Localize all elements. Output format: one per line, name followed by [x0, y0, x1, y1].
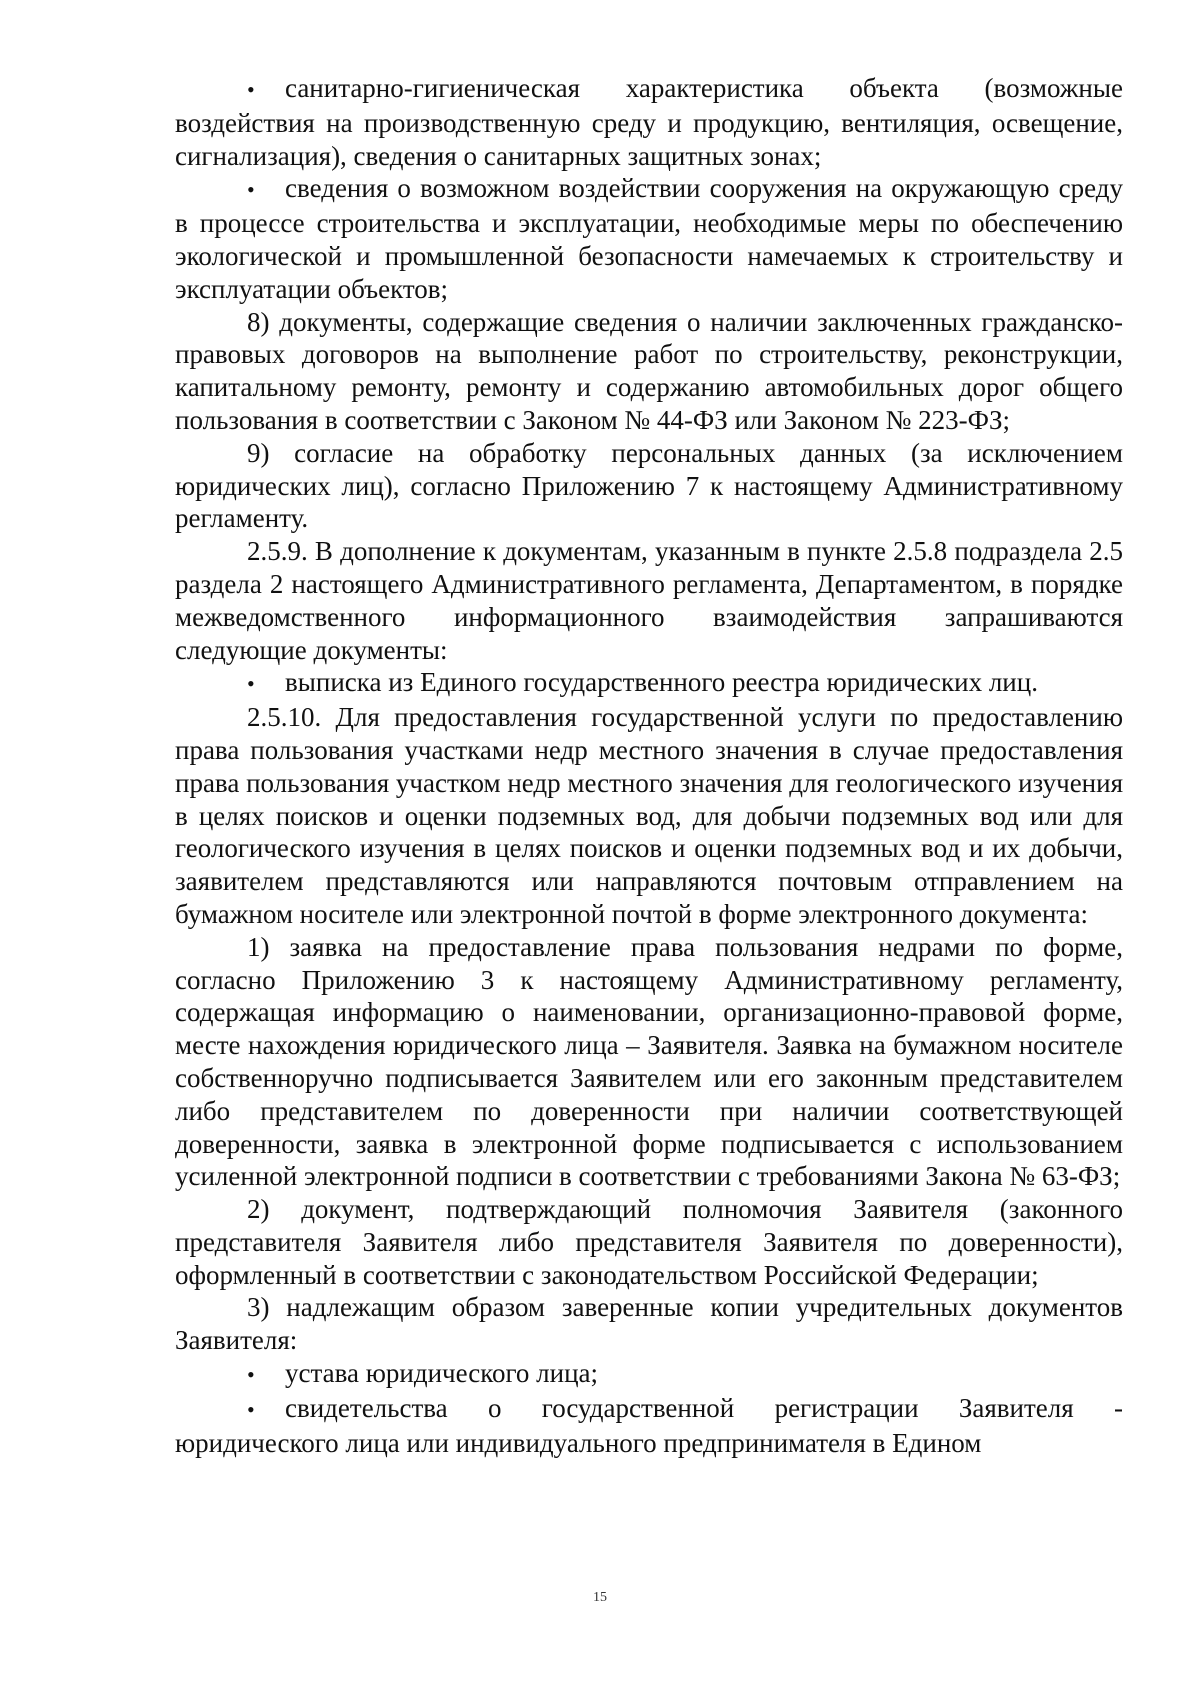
- bullet-item-registration-certificate: [175, 1392, 1123, 1460]
- bullet-icon: •: [247, 177, 255, 203]
- bullet-icon: •: [247, 1362, 255, 1388]
- bullet-text: выписка из Единого государственного реестра юридических лиц.: [285, 667, 1038, 698]
- bullet-text: свидетельства о государственной регистрации Заявителя - юридического лица или индивидуального предпринимателя в Едином: [175, 1392, 1123, 1458]
- bullet-text: сведения о возможном воздействии сооружения на окружающую среду в процессе строительства и эксплуатации, необходимые меры по обеспечению экологической и промышленной безопасности намечаемых к строительству и эксплуатации объектов;: [175, 173, 1123, 304]
- bullet-item-sanitary: [175, 72, 1123, 172]
- paragraph-item-1: 1) заявка на предоставление права пользования недрами по форме, согласно Приложению 3 к настоящему Административному регламенту, содержащая информацию о наименовании, организационно-правовой форме, месте нахождения юридического лица – Заявителя. Заявка на бумажном носителе собственноручно подписывается Заявителем или его законным представителем либо представителем по доверенности при наличии соответствующей доверенности, заявка в электронной форме подписывается с использованием усиленной электронной подписи в соответствии с требованиями Закона № 63-ФЗ;: [175, 931, 1123, 1192]
- bullet-item-egrul: [175, 666, 1123, 701]
- bullet-text: устава юридического лица;: [285, 1358, 599, 1389]
- bullet-icon: •: [247, 77, 255, 102]
- bullet-item-charter: [175, 1357, 1123, 1392]
- page-number: 15: [593, 1590, 607, 1605]
- paragraph-item-2: 2) документ, подтверждающий полномочия Заявителя (законного представителя Заявителя либо представителя Заявителя по доверенности), оформленный в соответствии с законодательством Российской Федерации;: [175, 1194, 1123, 1290]
- paragraph-item-8: 8) документы, содержащие сведения о наличии заключенных гражданско-правовых договоров на выполнение работ по строительству, реконструкции, капитальному ремонту, ремонту и содержанию автомобильных дорог общего пользования в соответствии с Законом № 44-ФЗ или Законом № 223-ФЗ;: [175, 306, 1123, 435]
- paragraph-item-9: 9) согласие на обработку персональных данных (за исключением юридических лиц), согласно Приложению 7 к настоящему Административному регламенту.: [175, 437, 1123, 534]
- bullet-item-environment: [175, 172, 1123, 305]
- paragraph-2-5-10: 2.5.10. Для предоставления государственной услуги по предоставлению права пользования участками недр местного значения в случае предоставления права пользования участком недр местного значения для геологического изучения в целях поисков и оценки подземных вод, для добычи подземных вод или для геологического изучения в целях поисков и оценки подземных вод и их добычи, заявителем представляются или направляются почтовым отправлением на бумажном носителе или электронной почтой в форме электронного документа:: [175, 702, 1123, 929]
- paragraph-2-5-9: 2.5.9. В дополнение к документам, указанным в пункте 2.5.8 подраздела 2.5 раздела 2 настоящего Административного регламента, Департаментом, в порядке межведомственного информационного взаимодействия запрашиваются следующие документы:: [175, 536, 1123, 665]
- bullet-text: санитарно-гигиеническая характеристика объекта (возможные воздействия на производственную среду и продукцию, вентиляция, освещение, сигнализация), сведения о санитарных защитных зонах;: [175, 73, 1123, 171]
- paragraph-item-3: 3) надлежащим образом заверенные копии учредительных документов Заявителя:: [175, 1292, 1123, 1356]
- document-body: [175, 72, 1123, 1459]
- bullet-icon: •: [247, 1396, 255, 1422]
- bullet-icon: •: [247, 671, 255, 697]
